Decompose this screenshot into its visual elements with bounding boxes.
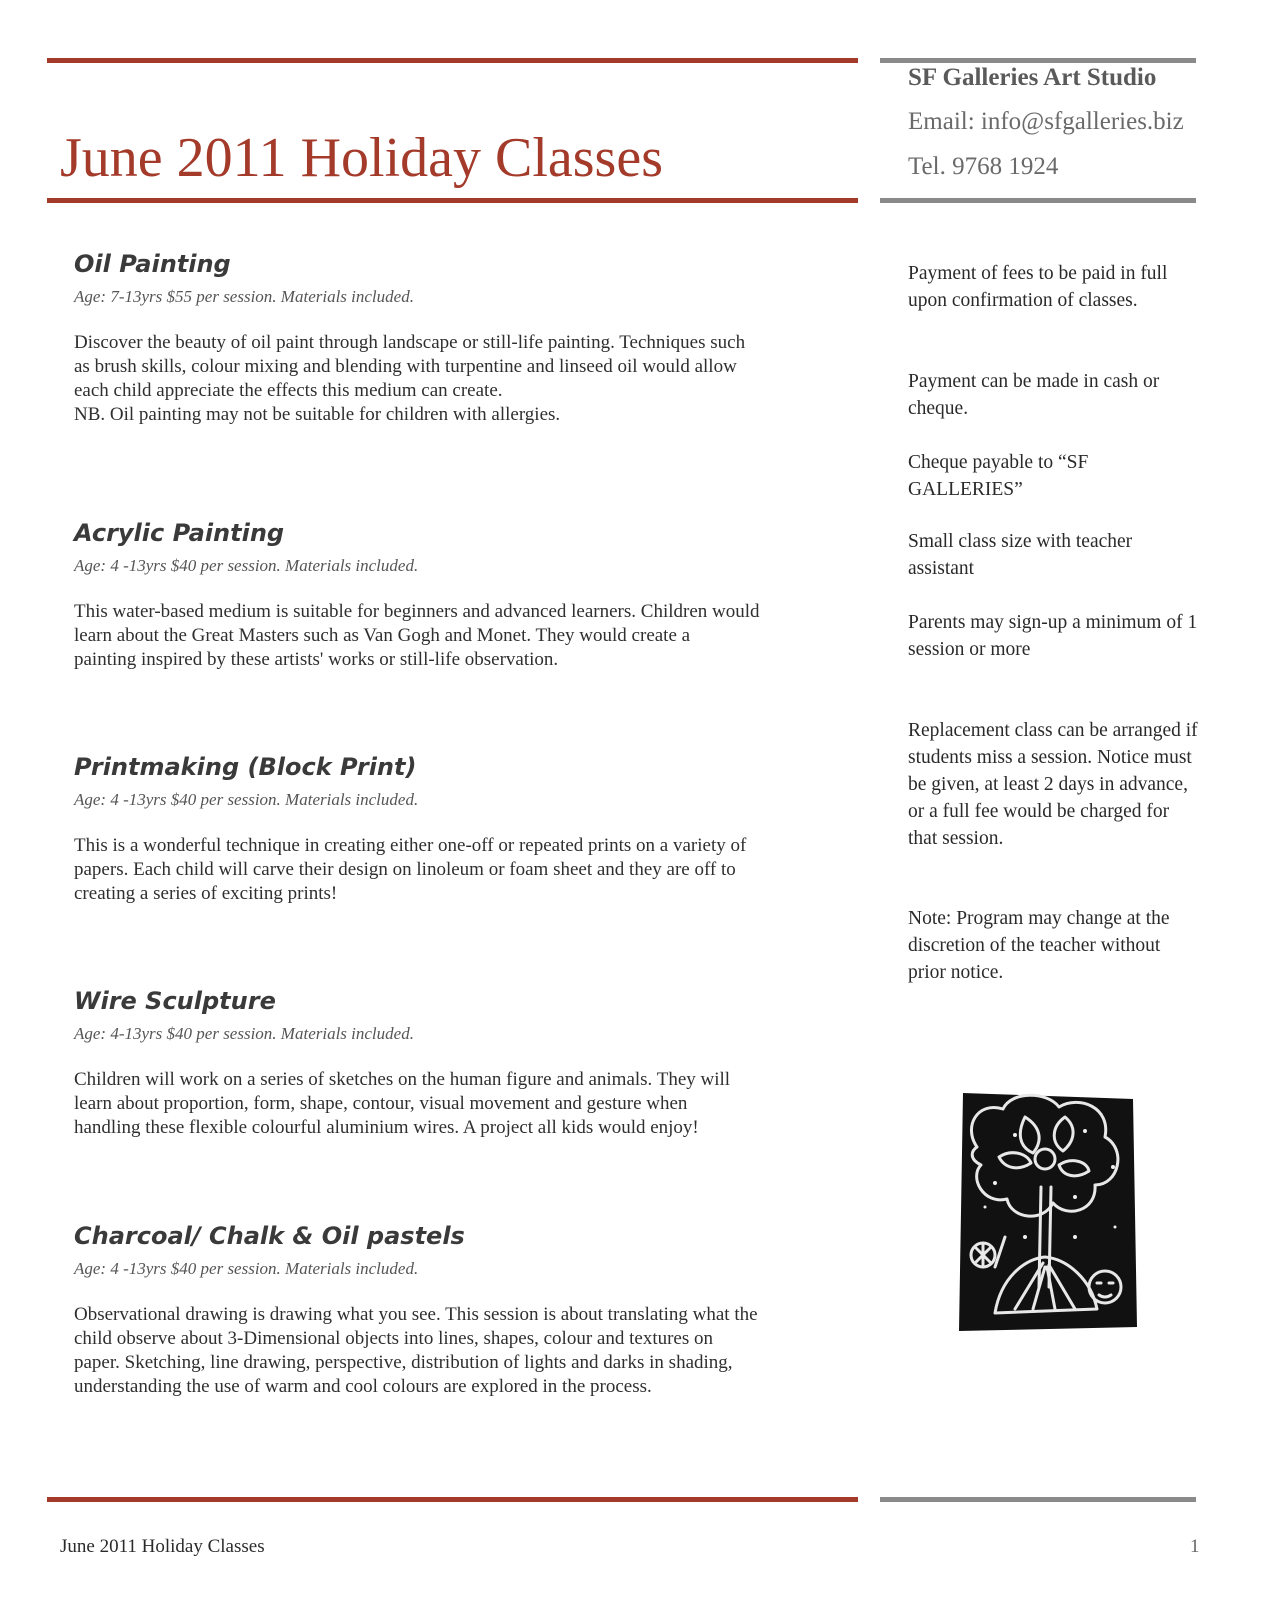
class-meta: Age: 4-13yrs $40 per session. Materials included.	[74, 1024, 414, 1043]
note-payment-method: Payment can be made in cash or cheque.	[908, 371, 1160, 419]
studio-email: Email: info@sfgalleries.biz	[908, 108, 1184, 135]
class-title: Printmaking (Block Print)	[74, 753, 417, 781]
class-oil-painting	[74, 249, 864, 427]
class-description: This water-based medium is suitable for beginners and advanced learners. Children would learn about the Great Masters such as Van Gogh and Monet. They would create a painting inspired by these artists' works or still-life observation.	[74, 601, 760, 670]
class-acrylic-painting	[74, 518, 864, 672]
class-charcoal-pastels	[74, 1221, 864, 1399]
note-payment-full: Payment of fees to be paid in full upon confirmation of classes.	[908, 263, 1168, 311]
class-description: Discover the beauty of oil paint through landscape or still-life painting. Techniques such as brush skills, colour mixing and blending with turpentine and linseed oil would allow each child appreciate the effects this medium can create. NB. Oil painting may not be suitable for children with allergies.	[74, 332, 746, 425]
class-description: Observational drawing is drawing what you see. This session is about translating what the child observe about 3-Dimensional objects into lines, shapes, colour and textures on paper. Sketching, line drawing, perspective, distribution of lights and darks in shading, understanding the use of warm and cool colours are explored in the process.	[74, 1304, 758, 1397]
footer-rule	[47, 1497, 858, 1502]
class-title: Oil Painting	[74, 250, 231, 278]
studio-name: SF Galleries Art Studio	[908, 64, 1157, 91]
class-printmaking	[74, 752, 864, 906]
class-title: Charcoal/ Chalk & Oil pastels	[74, 1222, 465, 1250]
studio-phone: Tel. 9768 1924	[908, 153, 1059, 180]
class-meta: Age: 4 -13yrs $40 per session. Materials included.	[74, 790, 419, 809]
sidebar-top-rule	[880, 58, 1196, 63]
note-sign-up: Parents may sign-up a minimum of 1 session or more	[908, 612, 1198, 660]
note-cheque-payable: Cheque payable to “SF GALLERIES”	[908, 452, 1089, 500]
class-meta: Age: 4 -13yrs $40 per session. Materials included.	[74, 556, 419, 575]
header-top-rule	[47, 58, 858, 63]
class-wire-sculpture	[74, 986, 864, 1140]
class-description: This is a wonderful technique in creating either one-off or repeated prints on a variety of papers. Each child will carve their design on linoleum or foam sheet and they are off to creating a series of exciting prints!	[74, 835, 747, 904]
note-class-size: Small class size with teacher assistant	[908, 531, 1133, 579]
class-description: Children will work on a series of sketches on the human figure and animals. They will learn about proportion, form, shape, contour, visual movement and gesture when handling these flexible colourful aluminium wires. A project all kids would enjoy!	[74, 1069, 731, 1138]
sidebar-header-rule	[880, 198, 1196, 203]
page-title: June 2011 Holiday Classes	[60, 127, 663, 189]
footer-side-rule	[880, 1497, 1196, 1502]
page-number: 1	[1190, 1536, 1200, 1557]
class-meta: Age: 4 -13yrs $40 per session. Materials included.	[74, 1259, 419, 1278]
block-print-flower-image	[955, 1087, 1141, 1337]
note-program-change: Note: Program may change at the discretion of the teacher without prior notice.	[908, 908, 1170, 983]
class-title: Wire Sculpture	[74, 987, 276, 1015]
footer-title: June 2011 Holiday Classes	[60, 1536, 265, 1557]
note-replacement-class: Replacement class can be arranged if students miss a session. Notice must be given, at least 2 days in advance, or a full fee would be charged for that session.	[908, 720, 1198, 849]
class-meta: Age: 7-13yrs $55 per session. Materials included.	[74, 287, 414, 306]
header-bottom-rule	[47, 198, 858, 203]
block-print-flower-icon	[955, 1087, 1141, 1337]
class-title: Acrylic Painting	[74, 519, 285, 547]
